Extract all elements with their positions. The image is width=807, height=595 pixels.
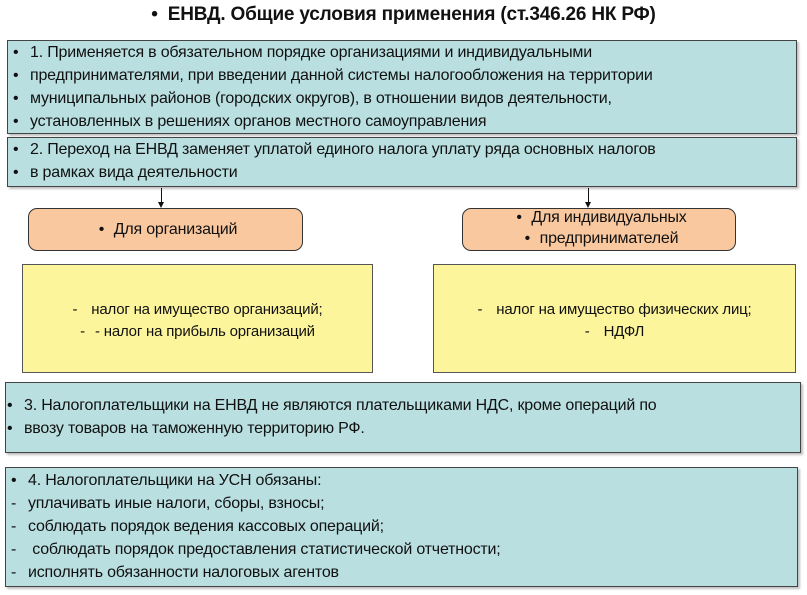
list-item: • в рамках вида деятельности	[13, 164, 238, 181]
list-item: - НДФЛ	[584, 323, 645, 340]
organizations-taxes-box	[22, 264, 373, 373]
arrow-down-organizations-icon	[161, 188, 162, 203]
condition-4-box	[5, 467, 798, 587]
entrepreneurs-taxes-box	[433, 264, 796, 373]
list-item: - соблюдать порядок предоставления статистической отчетности;	[11, 541, 501, 558]
organizations-header: • Для организаций	[28, 208, 303, 251]
list-item: • муниципальных районов (городских округов), в отношении видов деятельности,	[13, 90, 612, 107]
arrow-down-entrepreneurs-icon	[588, 188, 589, 203]
condition-3-box	[5, 382, 801, 453]
list-item: • 3. Налогоплательщики на ЕНВД не являются плательщиками НДС, кроме операций по	[7, 397, 657, 414]
slide-title	[0, 4, 807, 26]
list-item: - налог на имущество организаций;	[72, 301, 323, 318]
title-bullet: •	[151, 4, 158, 25]
list-heading: • 4. Налогоплательщики на УСН обязаны:	[11, 472, 322, 489]
list-item: - исполнять обязанности налоговых агентов	[11, 564, 339, 581]
list-item: - налог на имущество физических лиц;	[477, 301, 752, 318]
list-item: • предпринимателями, при введении данной системы налогообложения на территории	[13, 67, 653, 84]
list-item: • 2. Переход на ЕНВД заменяет уплатой единого налога уплату ряда основных налогов	[13, 141, 656, 158]
list-item: - уплачивать иные налоги, сборы, взносы;	[11, 495, 325, 512]
list-item: - - налог на прибыль организаций	[80, 323, 315, 340]
title-text: ЕНВД. Общие условия применения (ст.346.26 НК РФ)	[167, 4, 656, 25]
entrepreneurs-header: • Для индивидуальных • предпринимателей	[462, 208, 736, 251]
condition-2-box	[7, 137, 797, 187]
list-item: • установленных в решениях органов местного самоуправления	[13, 113, 487, 130]
list-item: • 1. Применяется в обязательном порядке организациями и индивидуальными	[13, 44, 592, 61]
list-item: - соблюдать порядок ведения кассовых операций;	[11, 518, 384, 535]
condition-1-box	[7, 40, 797, 134]
list-item: • ввозу товаров на таможенную территорию РФ.	[7, 420, 365, 437]
